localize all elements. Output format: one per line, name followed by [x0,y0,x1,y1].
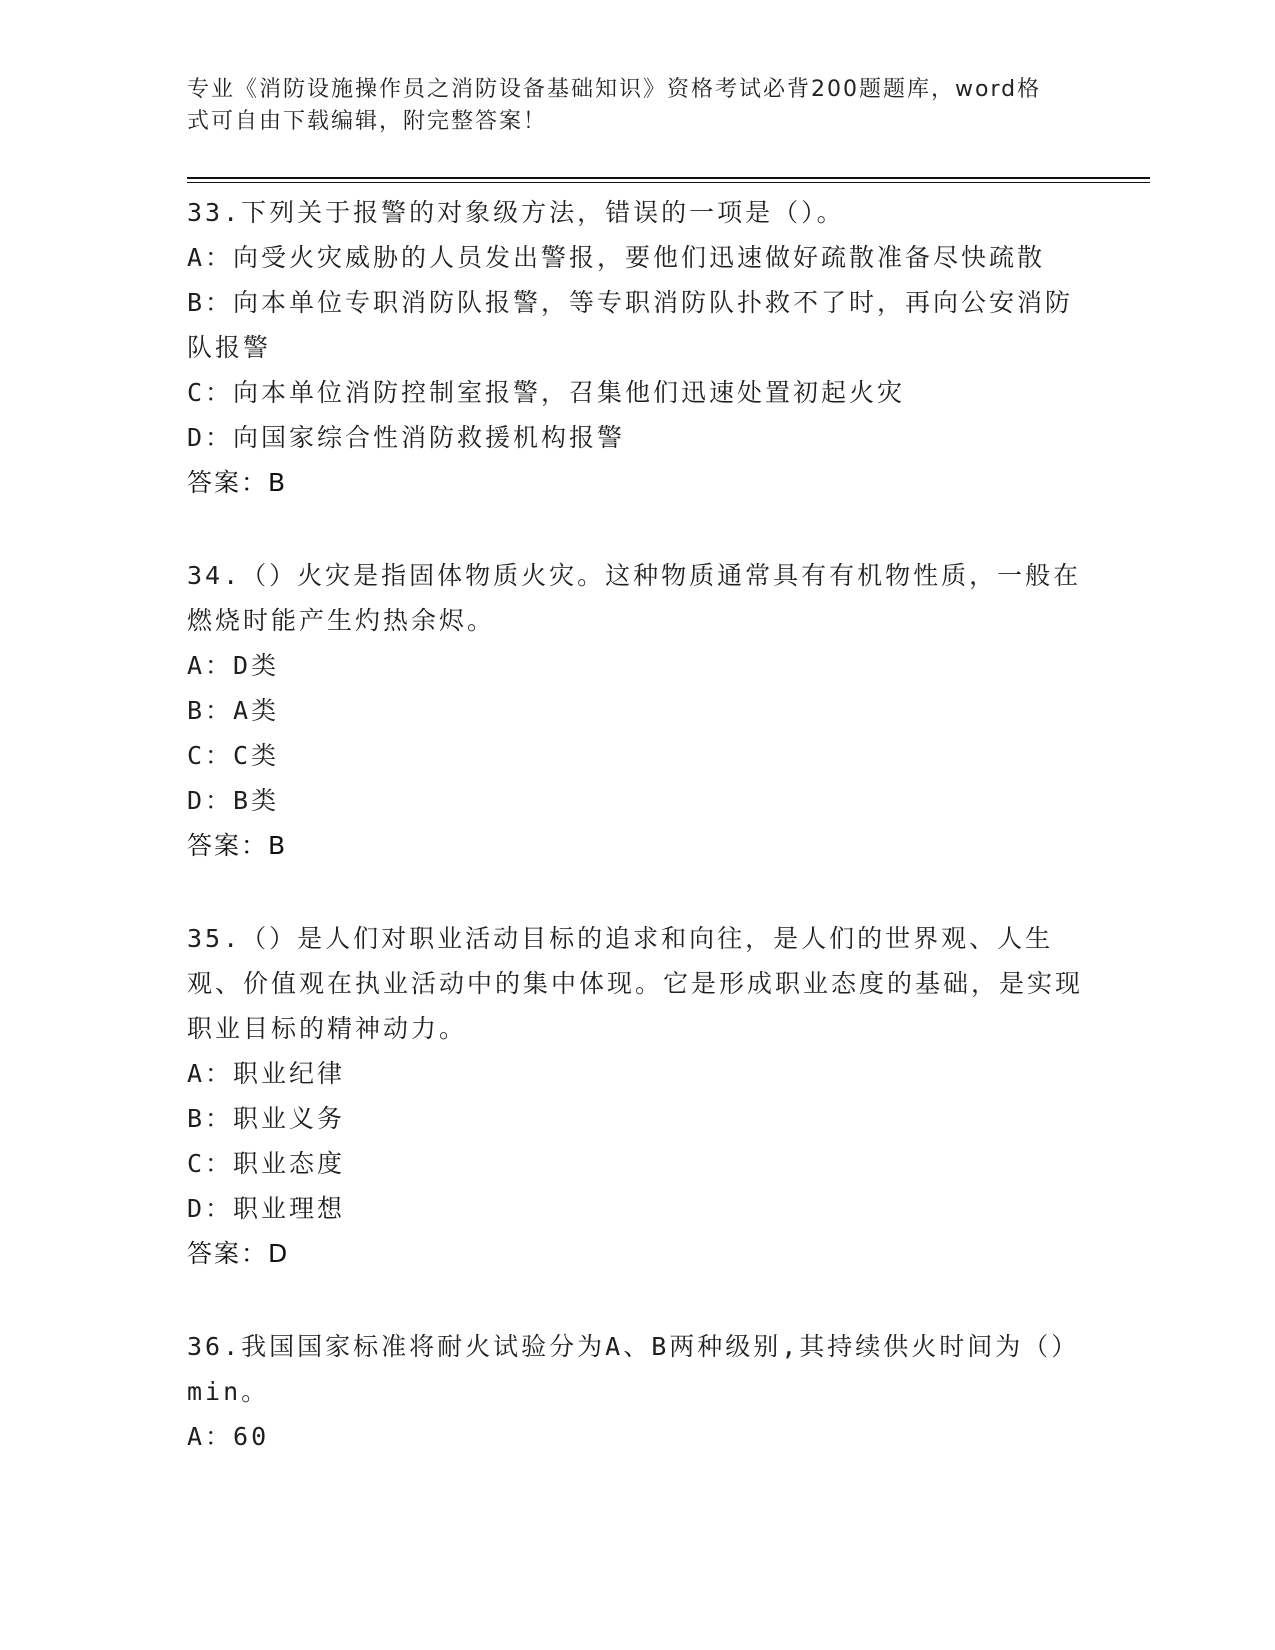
answer-label: 答案：D [187,1239,290,1268]
option-b: B：职业义务 [187,1104,346,1133]
answer-label: 答案：B [187,831,288,860]
header-divider-thin [187,182,1150,183]
header-line-2: 式可自由下载编辑，附完整答案！ [187,109,548,134]
question-36 [187,1324,1087,1459]
question-stem: 35.（）是人们对职业活动目标的追求和向往，是人们的世界观、人生观、价值观在执业活动中的集中体现。它是形成职业态度的基础，是实现职业目标的精神动力。 [187,924,1084,1043]
option-d: D：B类 [187,786,280,815]
answer-label: 答案：B [187,468,288,497]
option-a: A：D类 [187,651,280,680]
document-header [187,74,1067,138]
option-c: C：C类 [187,741,280,770]
question-stem: 36.我国国家标准将耐火试验分为A、B两种级别,其持续供火时间为（）min。 [187,1332,1080,1406]
question-33 [187,190,1087,505]
question-stem: 34.（）火灾是指固体物质火灾。这种物质通常具有有机物性质，一般在燃烧时能产生灼热余烬。 [187,561,1082,635]
option-a: A：向受火灾威胁的人员发出警报，要他们迅速做好疏散准备尽快疏散 [187,243,1046,272]
header-divider-thick [187,177,1150,179]
question-list [187,190,1087,1507]
option-a: A：60 [187,1422,270,1451]
option-c: C：向本单位消防控制室报警，召集他们迅速处置初起火灾 [187,378,906,407]
option-a: A：职业纪律 [187,1059,346,1088]
option-b: B：向本单位专职消防队报警，等专职消防队扑救不了时，再向公安消防队报警 [187,288,1074,362]
question-35 [187,916,1087,1276]
option-c: C：职业态度 [187,1149,346,1178]
header-line-1: 专业《消防设施操作员之消防设备基础知识》资格考试必背200题题库，word格 [187,77,1042,102]
question-34 [187,553,1087,868]
question-stem: 33.下列关于报警的对象级方法，错误的一项是（）。 [187,198,845,227]
option-b: B：A类 [187,696,280,725]
option-d: D：向国家综合性消防救援机构报警 [187,423,626,452]
option-d: D：职业理想 [187,1194,346,1223]
